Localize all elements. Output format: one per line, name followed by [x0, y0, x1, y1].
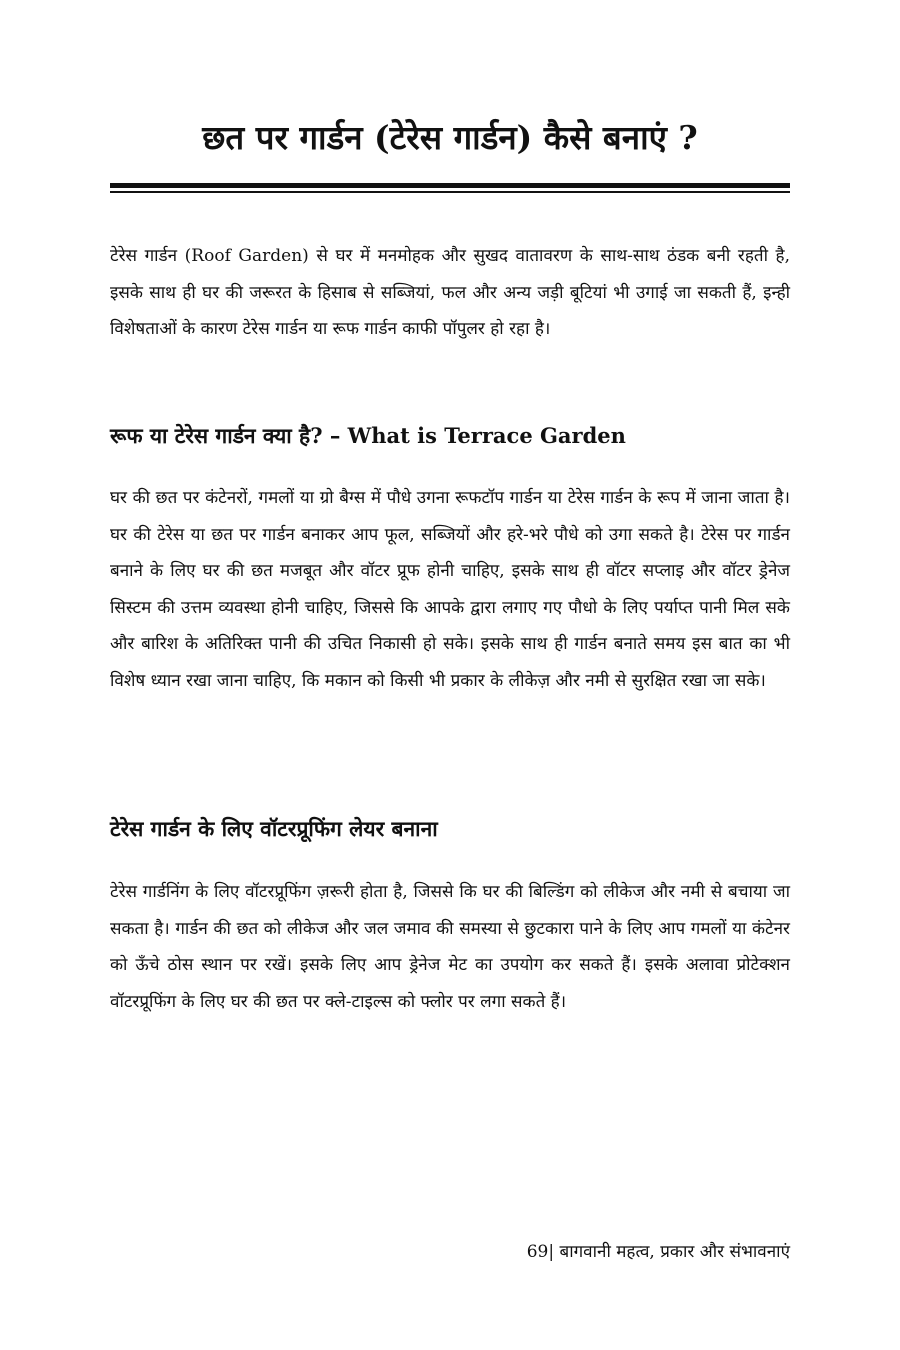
intro-paragraph: टेरेस गार्डन (Roof Garden) से घर में मनमोहक और सुखद वातावरण के साथ-साथ ठंडक बनी रहती है, इसके साथ ही घर की जरूरत के हिसाब से सब्जियां, फल और अन्य जड़ी बूटियां भी उगाई जा सकती हैं, इन्ही विशेषताओं के कारण टेरेस गार्डन या रूफ गार्डन काफी पॉपुलर हो रहा है।: [110, 246, 790, 339]
section-paragraph-waterproofing-layer: टेरेस गार्डनिंग के लिए वॉटरप्रूफिंग ज़रूरी होता है, जिससे कि घर की बिल्डिंग को लीकेज और नमी से बचाया जा सकता है। गार्डन की छत को लीकेज और जल जमाव की समस्या से छुटकारा पाने के लिए आप गमलों या कंटेनर को ऊँचे ठोस स्थान पर रखें। इसके लिए आप ड्रेनेज मेट का उपयोग कर सकते हैं। इसके अलावा प्रोटेक्शन वॉटरप्रूफिंग के लिए घर की छत पर क्ले-टाइल्स को फ्लोर पर लगा सकते हैं।: [110, 882, 790, 1012]
page-title: छत पर गार्डन (टेरेस गार्डन) कैसे बनाएं ?: [202, 118, 698, 157]
title-divider-thin: [110, 191, 790, 193]
section-paragraph-what-is-terrace-garden: घर की छत पर कंटेनरों, गमलों या ग्रो बैग्स में पौधे उगना रूफटॉप गार्डन या टेरेस गार्डन के रूप में जाना जाता है। घर की टेरेस या छत पर गार्डन बनाकर आप फूल, सब्जियों और हरे-भरे पौधे को उगा सकते है। टेरेस पर गार्डन बनाने के लिए घर की छत मजबूत और वॉटर प्रूफ होनी चाहिए, इसके साथ ही वॉटर सप्लाइ और वॉटर ड्रेनेज सिस्टम की उत्तम व्यवस्था होनी चाहिए, जिससे कि आपके द्वारा लगाए गए पौधो के लिए पर्याप्त पानी मिल सके और बारिश के अतिरिक्त पानी की उचित निकासी हो सके। इसके साथ ही गार्डन बनाते समय इस बात का भी विशेष ध्यान रखा जाना चाहिए, कि मकान को किसी भी प्रकार के लीकेज़ और नमी से सुरक्षित रखा जा सके।: [110, 488, 790, 691]
section-heading-waterproofing-layer: टेरेस गार्डन के लिए वॉटरप्रूफिंग लेयर बनाना: [110, 816, 438, 841]
section-heading-what-is-terrace-garden: रूफ या टेरेस गार्डन क्या है? – What is Terrace Garden: [110, 423, 626, 448]
title-divider-thick: [110, 183, 790, 188]
page-footer: 69| बागवानी महत्व, प्रकार और संभावनाएं: [526, 1242, 790, 1262]
